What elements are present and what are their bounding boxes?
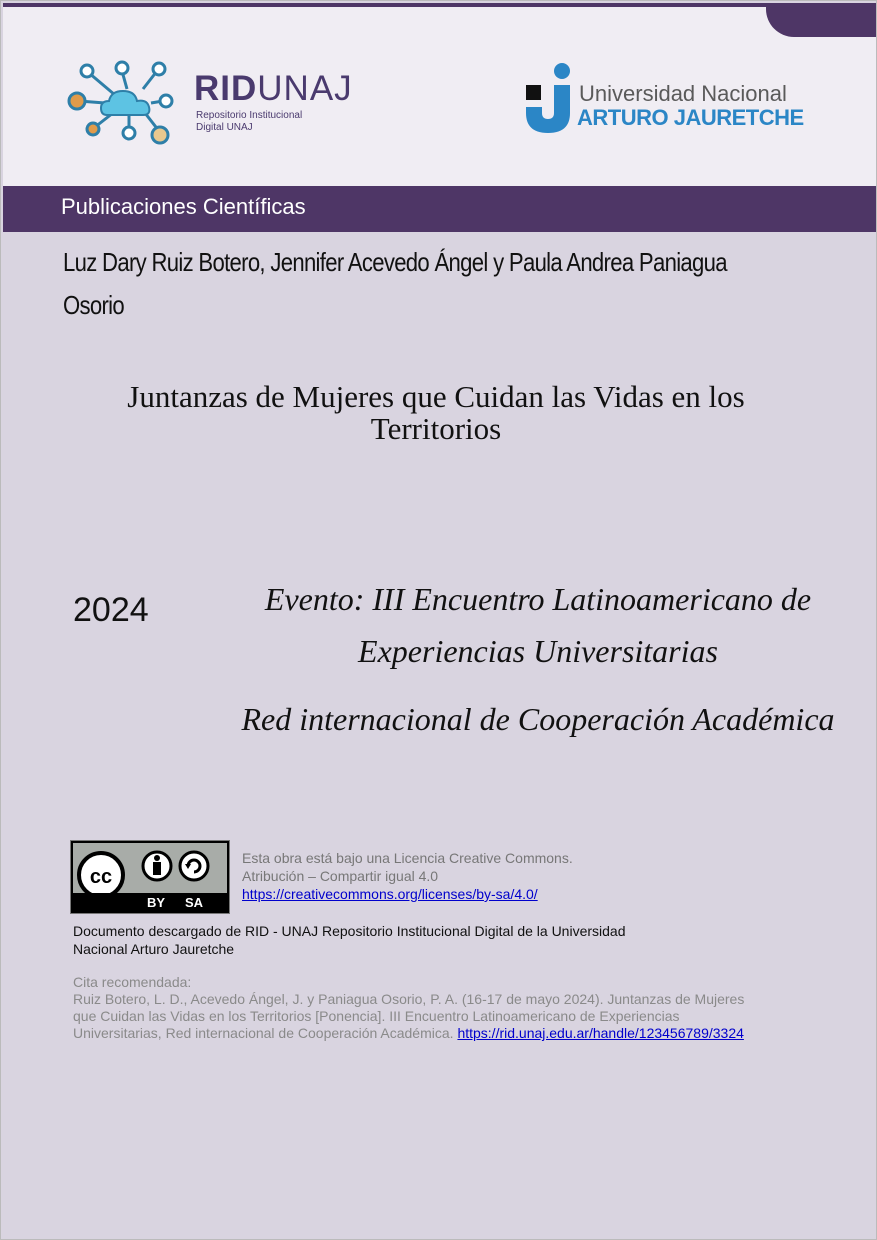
- cc-badge-bottom: [71, 893, 227, 911]
- cc-license-badge[interactable]: [70, 840, 230, 914]
- event-line2: Experiencias Universitarias: [358, 633, 718, 669]
- rid-subtitle-line1: Repositorio Institucional: [196, 110, 303, 121]
- download-line2: Nacional Arturo Jauretche: [73, 941, 235, 957]
- citation-label: Cita recomendada:: [73, 974, 192, 990]
- authors-line2: Osorio: [63, 290, 125, 320]
- cc-by-label: BY: [147, 895, 166, 910]
- authors: [63, 241, 760, 327]
- rid-subtitle-line2: Digital UNAJ: [196, 122, 253, 133]
- section-banner: [3, 186, 876, 232]
- publication-year: 2024: [73, 591, 149, 629]
- rid-wordmark: [194, 69, 353, 109]
- rid-wordmark-light: UNAJ: [257, 69, 353, 108]
- citation-line3: Universitarias, Red internacional de Cooperación Académica.: [73, 1025, 454, 1041]
- license-line2: Atribución – Compartir igual 4.0: [242, 868, 439, 884]
- license-link[interactable]: https://creativecommons.org/licenses/by-sa/4.0/: [242, 886, 538, 902]
- rid-wordmark-bold: RID: [194, 69, 258, 108]
- authors-line1: Luz Dary Ruiz Botero, Jennifer Acevedo Ángel y Paula Andrea Paniagua: [63, 247, 727, 277]
- header-corner-decoration: [766, 7, 876, 37]
- unaj-logo-icon: [524, 63, 574, 135]
- title-line2: Territorios: [370, 411, 502, 446]
- event-line3: Red internacional de Cooperación Académica: [241, 701, 835, 737]
- license-line1: Esta obra está bajo una Licencia Creative Commons.: [242, 850, 573, 866]
- citation-link[interactable]: https://rid.unaj.edu.ar/handle/123456789/3324: [457, 1025, 744, 1041]
- event-info: [233, 579, 843, 739]
- cc-badge-top: [73, 843, 227, 893]
- university-name-line1: Universidad Nacional: [579, 81, 787, 106]
- svg-text:cc: cc: [89, 866, 113, 888]
- document-title: [41, 381, 831, 445]
- recommended-citation: [73, 974, 803, 1042]
- rid-subtitle: [196, 110, 302, 134]
- title-line1: Juntanzas de Mujeres que Cuidan las Vidas en los: [127, 379, 745, 414]
- download-notice: [73, 922, 693, 958]
- citation-line2: que Cuidan las Vidas en los Territorios [Ponencia]. III Encuentro Latinoamericano de Experiencias: [73, 1008, 680, 1024]
- citation-line1: Ruiz Botero, L. D., Acevedo Ángel, J. y Paniagua Osorio, P. A. (16-17 de mayo 2024). Juntanzas de Mujeres: [73, 991, 745, 1007]
- rid-network-logo-icon: [67, 59, 182, 147]
- university-name-line2: ARTURO JAURETCHE: [577, 105, 804, 130]
- download-line1: Documento descargado de RID - UNAJ Repositorio Institucional Digital de la Universidad: [73, 923, 626, 939]
- cc-icons: [73, 843, 227, 893]
- license-text: [242, 849, 573, 903]
- section-label: Publicaciones Científicas: [61, 194, 306, 219]
- event-line1: Evento: III Encuentro Latinoamericano de: [264, 581, 812, 617]
- cc-sa-label: SA: [185, 895, 204, 910]
